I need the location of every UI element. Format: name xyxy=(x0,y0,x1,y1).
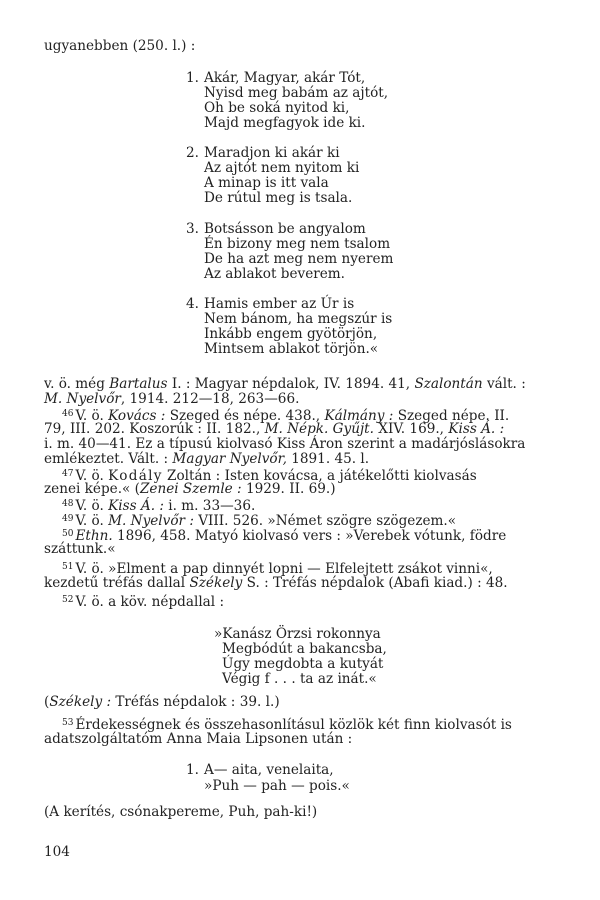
verse-2-line-1: 2. Maradjon ki akár ki xyxy=(186,145,340,161)
footnote-marker: 50 xyxy=(62,529,74,539)
footnote-51-line-1: $^{51}$ V. ö. »Elment a pap dinnyét lopni — Elfelejtett zsákot vinni«, xyxy=(62,561,493,577)
poem-2-line-2: Megbódút a bakancsba, xyxy=(222,641,387,657)
verse-3-line-4: Az ablakot beverem. xyxy=(204,266,345,282)
verse-3-line-2: Én bizony meg nem tsalom xyxy=(204,236,391,252)
poem-2-line-4: Végig f . . . ta az inát.« xyxy=(222,671,377,687)
verse-4-line-2: Nem bánom, ha megszúr is xyxy=(204,311,393,327)
footnote-47-line-1: $^{47}$ V. ö. Kodály Zoltán : Isten kovácsa, a játékelőtti kiolvasás xyxy=(62,468,477,484)
footnote-45-line-1: v. ö. még Bartalus I. : Magyar népdalok, IV. 1894. 41, Szalontán vált. : xyxy=(44,376,526,392)
finn-rhyme-line-2: »Puh — pah — pois.« xyxy=(204,778,350,794)
footnote-marker: 52 xyxy=(62,595,74,605)
verse-2-line-2: Az ajtót nem nyitom ki xyxy=(204,160,360,176)
verse-number: 3. xyxy=(186,221,199,237)
verse-1-line-4: Majd megfagyok ide ki. xyxy=(204,115,366,131)
verse-3-line-3: De ha azt meg nem nyerem xyxy=(204,251,394,267)
poem-2-line-1: »Kanász Örzsi rokonnya xyxy=(214,626,381,642)
verse-4-line-3: Inkább engem gyötörjön, xyxy=(204,326,378,342)
verse-1-line-1: 1. Akár, Magyar, akár Tót, xyxy=(186,70,366,86)
footnote-marker: 53 xyxy=(62,718,74,728)
footnote-51-line-2: kezdetű tréfás dallal Székely S. : Tréfás népdalok (Abafi kiad.) : 48. xyxy=(44,575,508,591)
footnote-49: $^{49}$ V. ö. M. Nyelvőr : VIII. 526. »Német szögre szögezem.« xyxy=(62,513,457,529)
poem-2-line-3: Úgy megdobta a kutyát xyxy=(222,656,384,672)
verse-4-line-4: Mintsem ablakot törjön.« xyxy=(204,341,379,357)
verse-3-line-1: 3. Botsásson be angyalom xyxy=(186,221,366,237)
footnote-46-line-3: i. m. 40—41. Ez a típusú kiolvasó Kiss Áron szerint a madárjóslásokra xyxy=(44,436,526,452)
footnote-47-line-2: zenei képe.« (Zenei Szemle : 1929. II. 69.) xyxy=(44,481,336,497)
verse-number: 1. xyxy=(186,70,199,86)
page-number: 104 xyxy=(44,844,70,860)
footnote-53-line-2: adatszolgáltatóm Anna Maia Lipsonen után : xyxy=(44,731,353,747)
footnote-46-line-2: 79, III. 202. Koszorúk : II. 182., M. Népk. Gyűjt. XIV. 169., Kiss Á. : xyxy=(44,421,505,437)
verse-1-line-2: Nyisd meg babám az ajtót, xyxy=(204,85,389,101)
footnote-marker: 48 xyxy=(62,499,74,509)
footnote-46-line-1: $^{46}$ V. ö. Kovács : Szeged és népe. 438., Kálmány : Szeged népe. II. xyxy=(62,408,510,424)
footnote-50-line-1: $^{50}$ Ethn. 1896, 458. Matyó kiolvasó vers : »Verebek vótunk, födre xyxy=(62,528,507,544)
verse-4-line-1: 4. Hamis ember az Úr is xyxy=(186,296,355,312)
footnote-marker: 46 xyxy=(62,409,74,419)
footnote-50-line-2: száttunk.« xyxy=(44,541,116,557)
footnote-52: $^{52}$ V. ö. a köv. népdallal : xyxy=(62,594,225,610)
footnote-46-line-4: emlékeztet. Vált. : Magyar Nyelvőr, 1891. 45. l. xyxy=(44,451,370,467)
verse-2-line-4: De rútul meg is tsala. xyxy=(204,190,353,206)
translation-note: (A kerítés, csónakpereme, Puh, pah-ki!) xyxy=(44,804,318,820)
footnote-48: $^{48}$ V. ö. Kiss Á. : i. m. 33—36. xyxy=(62,498,256,514)
footnote-marker: 49 xyxy=(62,514,74,524)
verse-number: 2. xyxy=(186,145,199,161)
verse-1-line-3: Oh be soká nyitod ki, xyxy=(204,100,350,116)
verse-2-line-3: A minap is itt vala xyxy=(204,175,329,191)
finn-rhyme-line-1: 1. A— aita, venelaita, xyxy=(186,762,334,778)
footnote-45-line-2: M. Nyelvőr, 1914. 212—18, 263—66. xyxy=(44,391,300,407)
source-citation: (Székely : Tréfás népdalok : 39. l.) xyxy=(44,694,280,710)
intro-line: ugyanebben (250. l.) : xyxy=(44,38,196,54)
verse-number: 4. xyxy=(186,296,199,312)
footnote-53-line-1: $^{53}$ Érdekességnek és összehasonlításul közlök két finn kiolvasót is xyxy=(62,717,512,733)
footnote-marker: 51 xyxy=(62,562,74,572)
verse-number: 1. xyxy=(186,762,199,778)
footnote-marker: 47 xyxy=(62,469,74,479)
